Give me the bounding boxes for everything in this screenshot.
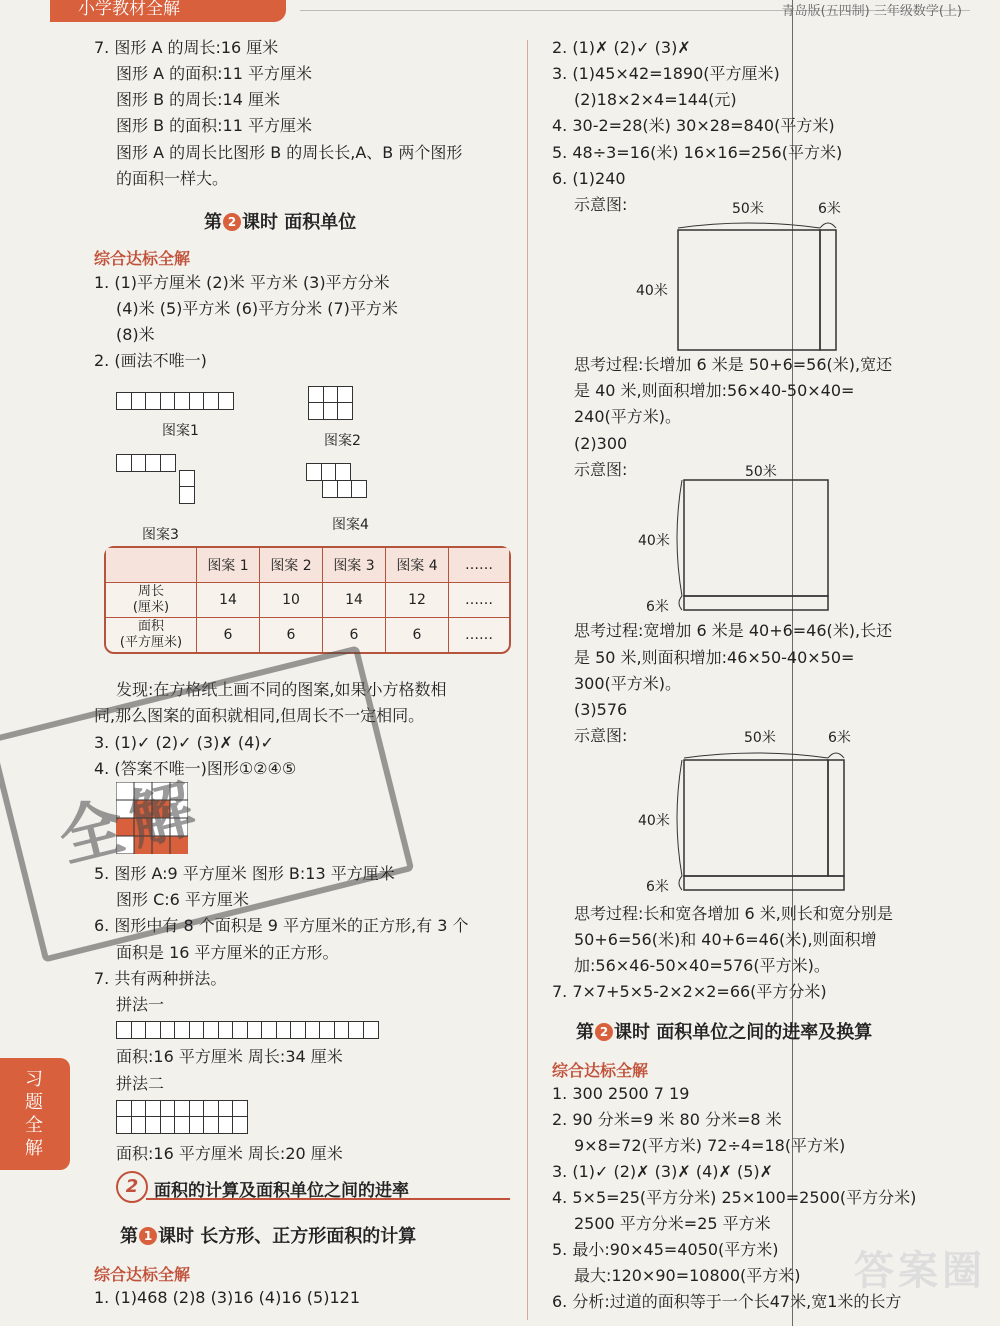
diagram-1-label: 示意图:	[574, 195, 628, 214]
table-cell: 14	[323, 583, 386, 618]
lesson-heading-rect-area: 第 1 课时 长方形、正方形面积的计算	[120, 1226, 417, 1247]
right-ans-4: 3. (1)✓ (2)✗ (3)✗ (4)✗ (5)✗	[552, 1162, 774, 1181]
method2-grid-row2	[116, 1116, 247, 1134]
side-tab-label: 习题全解	[25, 1069, 43, 1159]
pattern-2-caption: 图案2	[324, 433, 361, 449]
lesson-heading-unit-conversion: 第 2 课时 面积单位之间的进率及换算	[576, 1022, 873, 1043]
think3-line3: 加:56×46-50×40=576(平方米)。	[574, 956, 830, 975]
diagram-1-top2-label: 6米	[818, 201, 841, 217]
diagram-1	[676, 212, 846, 352]
table-header-cell: 图案 4	[386, 548, 449, 583]
left-q7-line5: 图形 A 的周长比图形 B 的周长长,A、B 两个图形	[116, 143, 463, 162]
pattern-4-grid-row1	[306, 463, 350, 481]
table-header-cell: ……	[449, 548, 509, 583]
table-cell: 6	[323, 618, 386, 652]
left-q7-line1: 7. 图形 A 的周长:16 厘米	[94, 38, 279, 57]
section-heading-2: 综合达标全解	[94, 1265, 191, 1284]
left-q7-line6: 的面积一样大。	[116, 169, 229, 188]
left-q1-line3: (8)米	[116, 325, 155, 344]
right-ans-9: 6. 分析:过道的面积等于一个长47米,宽1米的长方	[552, 1292, 902, 1311]
think2-line1: 思考过程:宽增加 6 米是 40+6=46(米),长还	[574, 621, 893, 640]
right-ans-6: 2500 平方分米=25 平方米	[574, 1214, 771, 1233]
section-2-number: 2	[116, 1171, 148, 1203]
table-header-cell: 图案 3	[323, 548, 386, 583]
section-2-banner	[116, 1171, 510, 1201]
table-header-cell	[106, 548, 197, 583]
left-q1-line2: (4)米 (5)平方米 (6)平方分米 (7)平方米	[116, 299, 398, 318]
pattern-3-grid-row3	[179, 486, 194, 504]
right-q6-1: 6. (1)240	[552, 169, 626, 188]
table-row	[106, 583, 509, 618]
header-left-banner	[50, 0, 286, 22]
left-q7-line2: 图形 A 的面积:11 平方厘米	[116, 64, 312, 83]
left-finding-line1: 发现:在方格纸上画不同的图案,如果小方格数相	[116, 680, 447, 699]
section-heading: 综合达标全解	[94, 249, 191, 268]
diagram-3-label: 示意图:	[574, 726, 628, 745]
left-q1b: 1. (1)468 (2)8 (3)16 (4)16 (5)121	[94, 1288, 360, 1307]
table-cell: 6	[260, 618, 323, 652]
table-cell: 6	[197, 618, 260, 652]
diagram-3-top2-label: 6米	[828, 730, 851, 746]
left-q7-line3: 图形 B 的周长:14 厘米	[116, 90, 280, 109]
table-cell: 14	[197, 583, 260, 618]
think1-line2: 是 40 米,则面积增加:56×40-50×40=	[574, 381, 855, 400]
diagram-2	[676, 476, 836, 616]
table-cell: 12	[386, 583, 449, 618]
diagram-3-top-label: 50米	[744, 730, 776, 746]
diagram-1-left-label: 40米	[636, 283, 668, 299]
left-q7b: 7. 共有两种拼法。	[94, 969, 227, 988]
corner-watermark: 答案圈	[854, 1248, 986, 1294]
table-cell: 面积 (平方厘米)	[106, 618, 197, 652]
right-q5: 5. 48÷3=16(米) 16×16=256(平方米)	[552, 143, 843, 162]
right-ans-3: 9×8=72(平方米) 72÷4=18(平方米)	[574, 1136, 846, 1155]
method1-grid	[116, 1021, 377, 1039]
left-q5-line2: 图形 C:6 平方厘米	[116, 890, 249, 909]
pattern-4-grid-row2	[322, 480, 366, 498]
right-ans-7: 5. 最小:90×45=4050(平方米)	[552, 1240, 779, 1259]
left-q1-line1: 1. (1)平方厘米 (2)米 平方米 (3)平方分米	[94, 273, 390, 292]
table-cell: 10	[260, 583, 323, 618]
left-q6-line2: 面积是 16 平方厘米的正方形。	[116, 943, 339, 962]
pattern-4-caption: 图案4	[332, 517, 369, 533]
left-q7-line4: 图形 B 的面积:11 平方厘米	[116, 116, 312, 135]
diagram-2-label: 示意图:	[574, 460, 628, 479]
column-divider	[527, 40, 528, 1320]
right-section-heading: 综合达标全解	[552, 1061, 649, 1080]
stamp-text: 全解	[51, 770, 210, 877]
pattern-2-grid-row2	[308, 402, 352, 420]
think1-line1: 思考过程:长增加 6 米是 50+6=56(米),宽还	[574, 355, 893, 374]
table-header-cell: 图案 2	[260, 548, 323, 583]
table-cell: 周长 (厘米)	[106, 583, 197, 618]
table-header-cell: 图案 1	[197, 548, 260, 583]
method1-result: 面积:16 平方厘米 周长:34 厘米	[116, 1047, 343, 1066]
header-left-title: 小学教材全解	[78, 0, 180, 19]
perimeter-area-table	[104, 546, 511, 654]
right-ans-5: 4. 5×5=25(平方分米) 25×100=2500(平方分米)	[552, 1188, 917, 1207]
side-tab	[0, 1058, 70, 1170]
table-row	[106, 618, 509, 652]
diagram-3-left-label: 40米	[638, 813, 670, 829]
left-q6-line1: 6. 图形中有 8 个面积是 9 平方厘米的正方形,有 3 个	[94, 916, 469, 935]
method1-label: 拼法一	[116, 995, 165, 1014]
diagram-3-bottom-label: 6米	[646, 879, 669, 895]
right-ans-1: 1. 300 2500 7 19	[552, 1084, 690, 1103]
right-q3-1: 3. (1)45×42=1890(平方厘米)	[552, 64, 780, 83]
left-q2: 2. (画法不唯一)	[94, 351, 207, 370]
table-cell: ……	[449, 583, 509, 618]
left-q4: 4. (答案不唯一)图形①②④⑤	[94, 759, 297, 778]
method2-result: 面积:16 平方厘米 周长:20 厘米	[116, 1144, 343, 1163]
right-ans-8: 最大:120×90=10800(平方米)	[574, 1266, 801, 1285]
right-q2: 2. (1)✗ (2)✓ (3)✗	[552, 38, 691, 57]
right-p3: (3)576	[574, 700, 628, 719]
think2-line3: 300(平方米)。	[574, 674, 682, 693]
table-cell: ……	[465, 627, 493, 643]
right-q7: 7. 7×7+5×5-2×2×2=66(平方分米)	[552, 982, 827, 1001]
section-2-underline	[146, 1198, 510, 1200]
table-header-row	[106, 548, 509, 583]
section-2-title: 面积的计算及面积单位之间的进率	[154, 1181, 409, 1201]
diagram-2-top-label: 50米	[745, 464, 777, 480]
diagram-2-bottom-label: 6米	[646, 599, 669, 615]
think2-line2: 是 50 米,则面积增加:46×50-40×50=	[574, 648, 855, 667]
think1-line3: 240(平方米)。	[574, 407, 682, 426]
pattern-3-grid-row1	[116, 454, 174, 472]
right-q4: 4. 30-2=28(米) 30×28=840(平方米)	[552, 116, 835, 135]
table-cell: 6	[386, 618, 449, 652]
pattern-1-grid	[116, 392, 232, 410]
think3-line1: 思考过程:长和宽各增加 6 米,则长和宽分别是	[574, 904, 893, 923]
diagram-1-top-label: 50米	[732, 201, 764, 217]
right-p2: (2)300	[574, 434, 628, 453]
left-q5-line1: 5. 图形 A:9 平方厘米 图形 B:13 平方厘米	[94, 864, 395, 883]
think3-line2: 50+6=56(米)和 40+6=46(米),则面积增	[574, 930, 877, 949]
left-finding-line2: 同,那么图案的面积就相同,但周长不一定相同。	[94, 706, 425, 725]
diagram-3	[676, 742, 856, 894]
diagram-2-left-label: 40米	[638, 533, 670, 549]
pattern-3-caption: 图案3	[142, 527, 179, 543]
left-q3: 3. (1)✓ (2)✓ (3)✗ (4)✓	[94, 733, 274, 752]
right-ans-2: 2. 90 分米=9 米 80 分米=8 米	[552, 1110, 782, 1129]
header-right-title: 青岛版(五四制) 三年级数学(上)	[781, 4, 962, 19]
method2-label: 拼法二	[116, 1074, 165, 1093]
pattern-1-caption: 图案1	[162, 423, 199, 439]
lesson-heading-area-units: 第 2 课时 面积单位	[204, 212, 357, 233]
right-q3-2: (2)18×2×4=144(元)	[574, 90, 737, 109]
